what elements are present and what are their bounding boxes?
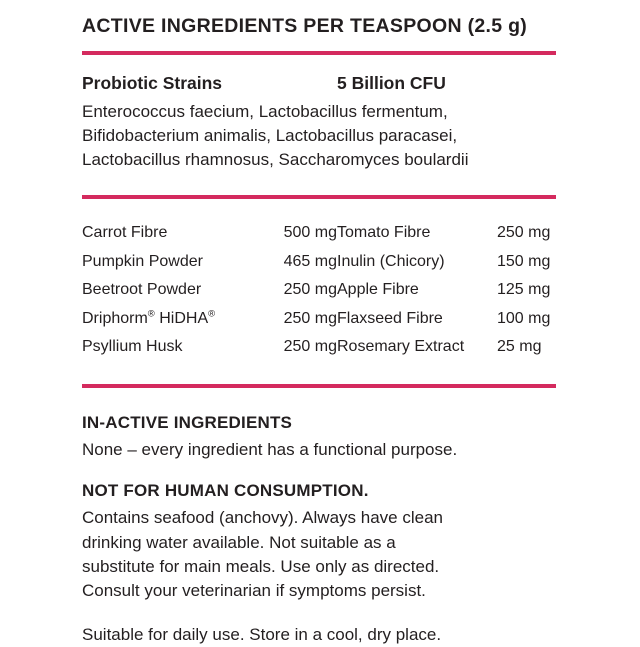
registered-trademark-icon: ® [147, 308, 155, 320]
ingredient-name: Apple Fibre [337, 281, 419, 298]
strain-line: Enterococcus faecium, Lactobacillus fermentum, [82, 101, 448, 121]
ingredient-name: Rosemary Extract [337, 338, 465, 355]
ingredient-name: Tomato Fibre [337, 224, 431, 241]
registered-trademark-icon: ® [208, 308, 216, 320]
ingredient-amount: 100 mg [497, 309, 551, 327]
divider-bottom [82, 384, 556, 388]
ingredient-name: Psyllium Husk [82, 338, 183, 355]
ingredient-brand-name-2: HiDHA [159, 309, 209, 327]
ingredient-amount: 250 mg [283, 281, 337, 298]
ingredient-amount: 25 mg [497, 338, 542, 355]
ingredient-amount: 250 mg [283, 309, 337, 327]
inactive-ingredients-heading: IN-ACTIVE INGREDIENTS [82, 412, 293, 432]
ingredient-amount: 500 mg [283, 224, 337, 241]
ingredient-name: Pumpkin Powder [82, 252, 203, 270]
divider-middle [82, 195, 556, 199]
ingredients-table [82, 219, 556, 362]
ingredient-name: Inulin (Chicory) [337, 252, 445, 270]
ingredient-amount: 125 mg [497, 281, 551, 298]
ingredient-name-trademarked [82, 305, 247, 334]
page-title: ACTIVE INGREDIENTS PER TEASPOON (2.5 g) [82, 15, 528, 37]
inactive-ingredients-body [82, 438, 556, 462]
strain-line: Bifidobacterium animalis, Lactobacillus paracasei, [82, 125, 458, 145]
probiotic-cfu-value: 5 Billion CFU [337, 72, 446, 93]
probiotic-strains-label: Probiotic Strains [82, 72, 223, 93]
warning-line: substitute for main meals. Use only as directed. [82, 556, 440, 576]
warning-line: Consult your veterinarian if symptoms persist. [82, 580, 426, 600]
warning-line: Contains seafood (anchovy). Always have clean [82, 508, 443, 528]
probiotic-strain-list [82, 100, 552, 172]
probiotic-heading-row [82, 73, 556, 93]
ingredient-amount: 250 mg [283, 338, 337, 355]
ingredient-amount: 150 mg [497, 252, 551, 270]
ingredient-name: Flaxseed Fibre [337, 309, 443, 327]
ingredient-name: Beetroot Powder [82, 281, 202, 298]
strain-line: Lactobacillus rhamnosus, Saccharomyces boulardii [82, 149, 469, 169]
ingredient-amount: 250 mg [497, 224, 551, 241]
divider-top [82, 51, 556, 55]
inactive-ingredients-text: None – every ingredient has a functional purpose. [82, 439, 458, 459]
storage-note: Suitable for daily use. Store in a cool, dry place. [82, 624, 442, 644]
ingredient-brand-name: Driphorm [82, 309, 148, 327]
warning-line: drinking water available. Not suitable as a [82, 532, 396, 552]
warning-heading: NOT FOR HUMAN CONSUMPTION. [82, 481, 369, 501]
warning-body [82, 506, 556, 603]
ingredient-amount: 465 mg [283, 252, 337, 270]
ingredient-name: Carrot Fibre [82, 224, 168, 241]
